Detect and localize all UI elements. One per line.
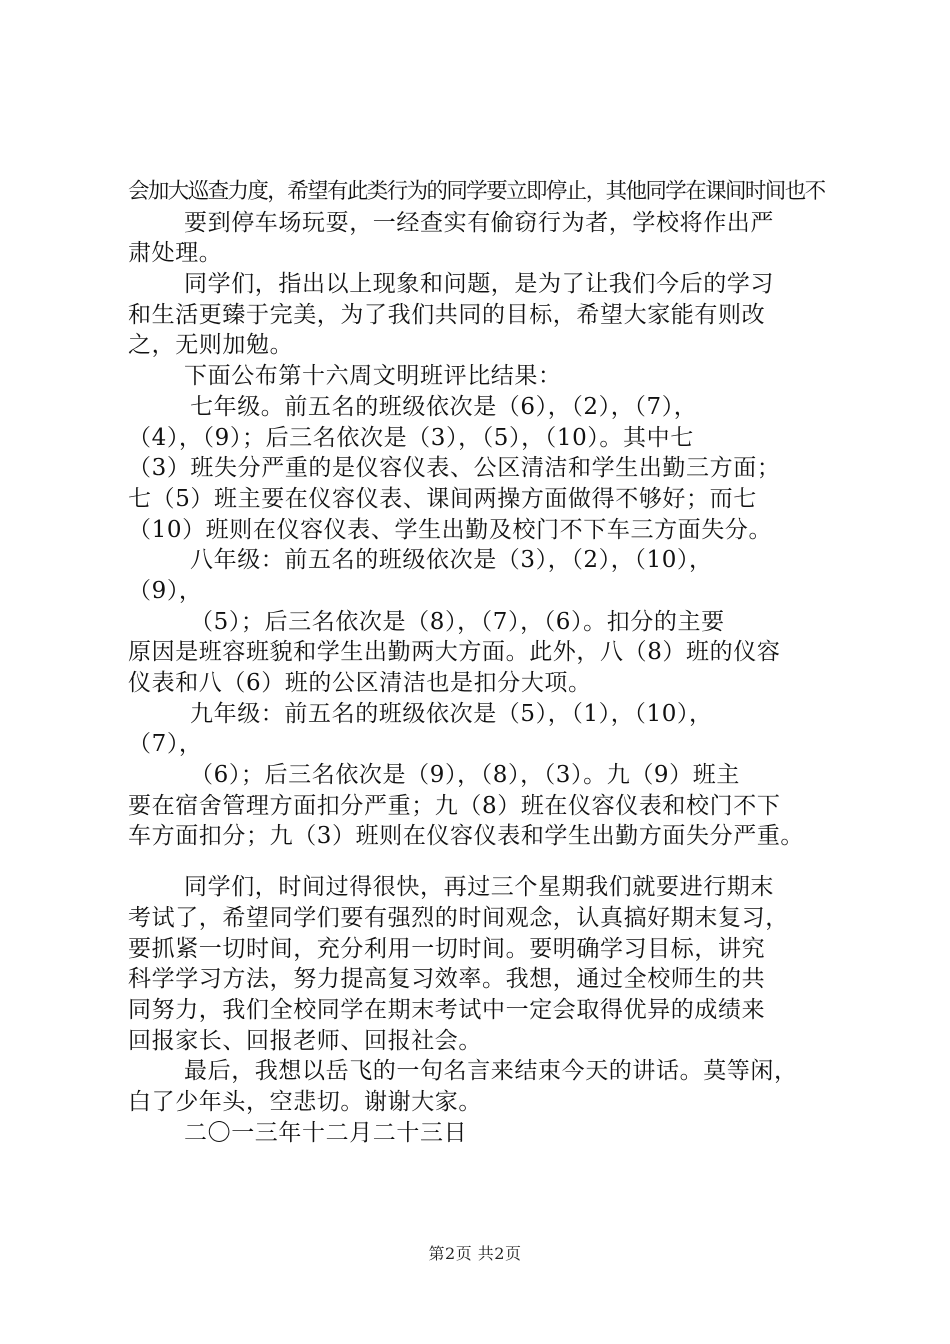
text-line: 会加大巡查力度，希望有此类行为的同学要立即停止，其他同学在课间时间也不 xyxy=(128,179,825,204)
text-line: 要到停车场玩耍，一经查实有偷窃行为者，学校将作出严 xyxy=(184,209,774,236)
text-line: 同努力，我们全校同学在期末考试中一定会取得优异的成绩来 xyxy=(128,996,766,1023)
text-line: 回报家长、回报老师、回报社会。 xyxy=(128,1027,482,1054)
text-line: 和生活更臻于完美，为了我们共同的目标，希望大家能有则改 xyxy=(128,301,766,328)
document-date: 二〇一三年十二月二十三日 xyxy=(184,1119,468,1146)
text-line: 原因是班容班貌和学生出勤两大方面。此外，八（8）班的仪容 xyxy=(128,639,781,666)
text-line: 最后，我想以岳飞的一句名言来结束今天的讲话。莫等闲， xyxy=(184,1058,798,1085)
document-body xyxy=(128,177,840,1148)
text-line: 九年级：前五名的班级依次是（5），（1），（10）， xyxy=(190,700,713,727)
text-line: 要在宿舍管理方面扣分严重；九（8）班在仪容仪表和校门不下 xyxy=(128,792,781,819)
text-line: 七（5）班主要在仪容仪表、课间两操方面做得不够好；而七 xyxy=(128,485,757,512)
text-line: 科学学习方法，努力提高复习效率。我想，通过全校师生的共 xyxy=(128,966,766,993)
text-line: 之，无则加勉。 xyxy=(128,332,294,359)
text-line: 肃处理。 xyxy=(128,240,223,267)
text-line: 仪表和八（6）班的公区清洁也是扣分大项。 xyxy=(128,670,592,696)
text-line: （10）班则在仪容仪表、学生出勤及校门不下车三方面失分。 xyxy=(128,516,773,543)
text-line: （7）， xyxy=(128,731,203,758)
text-line: 要抓紧一切时间，充分利用一切时间。要明确学习目标，讲究 xyxy=(128,935,766,962)
text-line: 考试了，希望同学们要有强烈的时间观念，认真搞好期末复习， xyxy=(128,904,789,931)
text-line: （6）；后三名依次是（9），（8），（3）。九（9）班主 xyxy=(190,762,740,789)
text-line: （9）， xyxy=(128,577,203,604)
text-line: 车方面扣分；九（3）班则在仪容仪表和学生出勤方面失分严重。 xyxy=(128,823,805,850)
text-line: 同学们，指出以上现象和问题，是为了让我们今后的学习 xyxy=(184,271,774,298)
page-footer: 第2页 共2页 xyxy=(428,1244,522,1263)
text-line: （4），（9）；后三名依次是（3），（5），（10）。其中七 xyxy=(128,424,694,451)
text-line: （3）班失分严重的是仪容仪表、公区清洁和学生出勤三方面； xyxy=(128,455,781,482)
text-line: （5）；后三名依次是（8），（7），（6）。扣分的主要 xyxy=(190,608,725,635)
text-line: 八年级：前五名的班级依次是（3），（2），（10）， xyxy=(190,547,713,574)
text-line: 七年级。前五名的班级依次是（6），（2），（7）， xyxy=(190,393,698,420)
text-line: 同学们，时间过得很快，再过三个星期我们就要进行期末 xyxy=(184,874,774,901)
paragraph-spacer xyxy=(128,852,840,872)
text-line: 白了少年头，空悲切。谢谢大家。 xyxy=(128,1088,482,1115)
text-line: 下面公布第十六周文明班评比结果： xyxy=(184,363,562,390)
